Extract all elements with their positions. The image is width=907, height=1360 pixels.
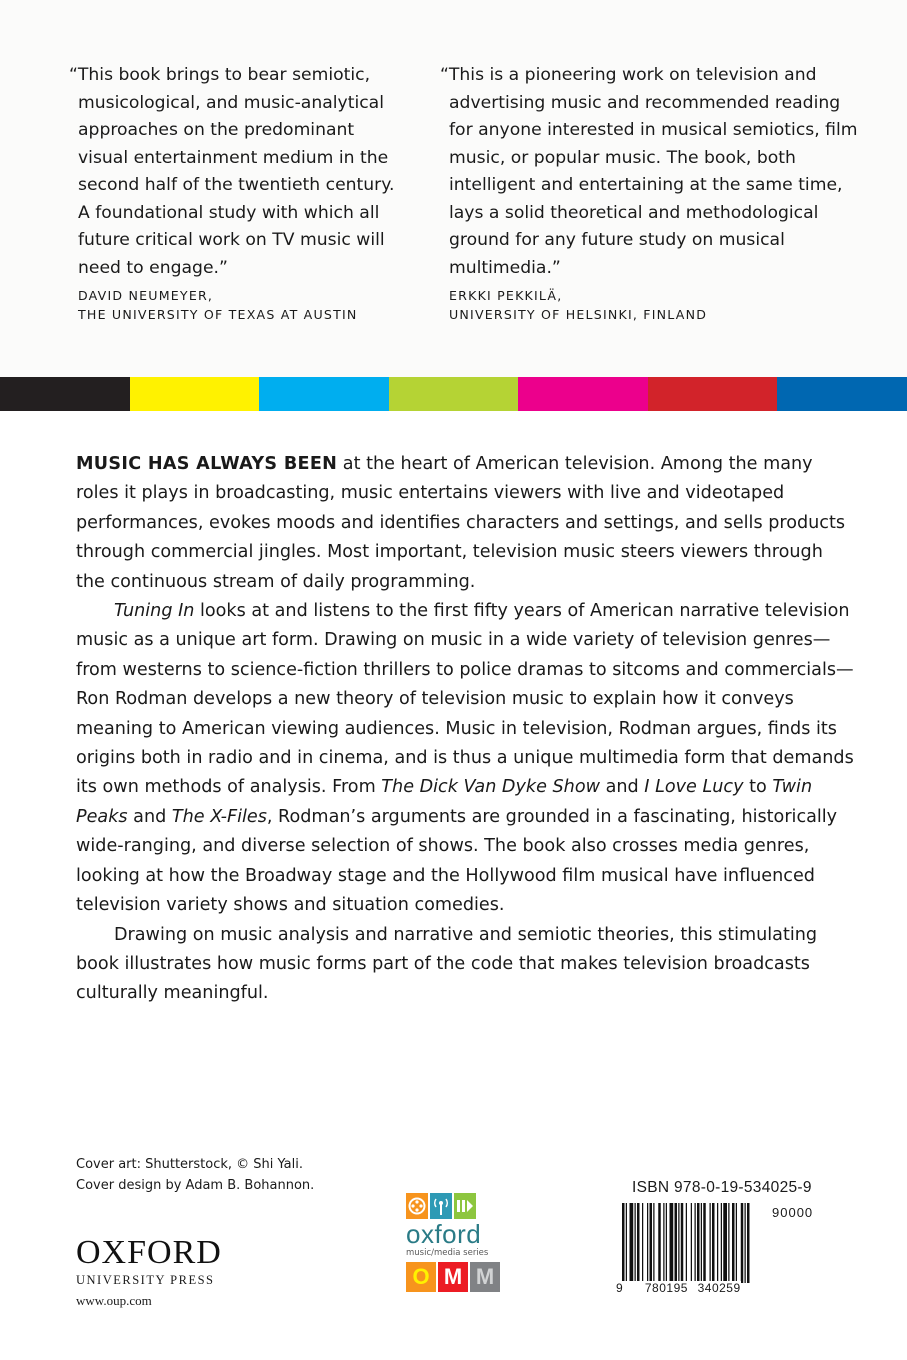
endorsements-panel [0, 0, 907, 377]
endorser-name: DAVID NEUMEYER, [78, 288, 214, 303]
broadcast-icon [430, 1193, 452, 1219]
cover-credits [76, 1154, 314, 1196]
barcode-bar [678, 1203, 679, 1283]
barcode-bar [653, 1203, 654, 1283]
endorser-name: ERKKI PEKKILÄ, [449, 288, 563, 303]
omm-letter: M [470, 1262, 500, 1292]
barcode-bar [670, 1203, 674, 1283]
series-name: oxford [406, 1219, 482, 1249]
barcode-bar [695, 1203, 696, 1283]
barcode-bar [686, 1203, 687, 1283]
barcode-bar [745, 1203, 746, 1283]
barcode-bar [650, 1203, 653, 1283]
barcode-bar [717, 1203, 718, 1283]
description-paragraph: Drawing on music analysis and narrative and semiotic theories, this stimulating book illustrates how music forms part of the code that makes television broadcasts culturally meaningful. [76, 924, 818, 1004]
barcode-bar [626, 1203, 627, 1283]
color-stripe [259, 377, 389, 411]
cover-art-credit: Cover art: Shutterstock, © Shi Yali. [76, 1157, 303, 1172]
barcode-bar [732, 1203, 735, 1283]
description-paragraph: MUSIC HAS ALWAYS BEEN at the heart of American television. Among the many roles it plays in broadcasting, music entertains viewers with live and videotaped performances, evokes moods and identifies characters and settings, and sells products through commercial jingles. Most important, television music steers viewers through the continuous stream of daily programming. [76, 454, 846, 592]
price-code: 90000 [772, 1205, 814, 1220]
omm-letter: M [438, 1262, 468, 1292]
barcode-lead-digit: 9 [616, 1281, 624, 1295]
color-stripe [130, 377, 260, 411]
barcode-bar [647, 1203, 648, 1283]
play-icon [454, 1193, 476, 1219]
endorsement-quote: “This book brings to bear semiotic, musicological, and music-analytical approaches on the predominant visual entertainment medium in the second half of the twentieth century. A foundational study with which all future critical work on TV music will need to engage.” [69, 65, 395, 278]
barcode-bar [666, 1203, 667, 1283]
barcode-bar [747, 1203, 750, 1283]
barcode-bar [637, 1203, 640, 1283]
book-description [76, 450, 856, 1009]
barcode-bar [712, 1203, 715, 1283]
barcode-bar [630, 1203, 634, 1283]
barcode-bar [658, 1203, 661, 1283]
show-title: The Dick Van Dyke Show [381, 777, 600, 798]
publisher-name: OXFORD [76, 1234, 222, 1271]
omm-letter: O [406, 1262, 436, 1292]
show-title: Twin Peaks [76, 777, 813, 827]
barcode-bar [691, 1203, 692, 1283]
barcode-bar [663, 1203, 664, 1283]
barcode-digits [616, 1281, 741, 1295]
color-stripe [0, 377, 130, 411]
endorsement-pekkila [440, 62, 860, 324]
book-title: Tuning In [114, 601, 195, 622]
barcode-bar [728, 1203, 729, 1283]
endorser-affiliation: UNIVERSITY OF HELSINKI, FINLAND [449, 307, 708, 322]
publisher-press: UNIVERSITY PRESS [76, 1273, 215, 1287]
film-reel-icon [406, 1193, 428, 1219]
publisher-url[interactable]: www.oup.com [76, 1293, 152, 1308]
series-icon-row [406, 1193, 502, 1219]
endorsement-attribution [440, 286, 860, 324]
color-stripe [648, 377, 778, 411]
description-lead: MUSIC HAS ALWAYS BEEN [76, 454, 338, 474]
show-title: I Love Lucy [644, 777, 744, 798]
barcode-bar [723, 1203, 727, 1283]
barcode-bar [701, 1203, 702, 1283]
barcode-bar [642, 1203, 643, 1283]
isbn-number: ISBN 978-0-19-534025-9 [632, 1179, 812, 1196]
color-stripe [777, 377, 907, 411]
endorser-affiliation: THE UNIVERSITY OF TEXAS AT AUSTIN [78, 307, 358, 322]
oxford-music-media-series-logo [406, 1193, 502, 1292]
barcode-bar [703, 1203, 706, 1283]
barcode-bar [741, 1203, 744, 1283]
series-subtitle: music/media series [406, 1248, 489, 1258]
omm-mark [406, 1262, 502, 1292]
barcode-bar [635, 1203, 636, 1283]
barcode-bar [736, 1203, 737, 1283]
barcode-digit-group: 340259 [697, 1281, 741, 1295]
color-stripe-bar [0, 377, 907, 411]
barcode-bar [721, 1203, 722, 1283]
endorsement-quote: “This is a pioneering work on television and advertising music and recommended reading for anyone interested in musical semiotics, film music, or popular music. The book, both intelligent and entertaining at the same time, lays a solid theoretical and methodological ground for any future study on musical multimedia.” [440, 65, 858, 278]
endorsement-neumeyer [69, 62, 399, 324]
oxford-university-press-logo [76, 1236, 246, 1309]
endorsement-attribution [69, 286, 399, 324]
barcode-bar [681, 1203, 684, 1283]
barcode-bar [710, 1203, 711, 1283]
cover-design-credit: Cover design by Adam B. Bohannon. [76, 1178, 315, 1193]
show-title: The X-Files [171, 806, 267, 827]
barcode-bar [697, 1203, 700, 1283]
barcode-digit-group: 780195 [644, 1281, 688, 1295]
barcode-bar [675, 1203, 678, 1283]
color-stripe [518, 377, 648, 411]
description-paragraph: Tuning In looks at and listens to the first fifty years of American narrative television music as a unique art form. Drawing on music in a wide variety of television genres—from westerns to science-fiction thrillers to police dramas to sitcoms and commercials—Ron Rodman develops a new theory of television music to explain how it conveys meaning to American viewing audiences. Music in television, Rodman argues, finds its origins both in radio and in cinema, and is thus a unique multimedia form that demands its own methods of analysis. From The Dick Van Dyke Show and I Love Lucy to Twin Peaks and The X-Files, Rodman’s arguments are grounded in a fascinating, historically wide-ranging, and diverse selection of shows. The book also crosses media genres, looking at how the Broadway stage and the Hollywood film musical have influenced television variety shows and situation comedies. [76, 601, 854, 916]
color-stripe [389, 377, 519, 411]
barcode-bar [622, 1203, 625, 1283]
